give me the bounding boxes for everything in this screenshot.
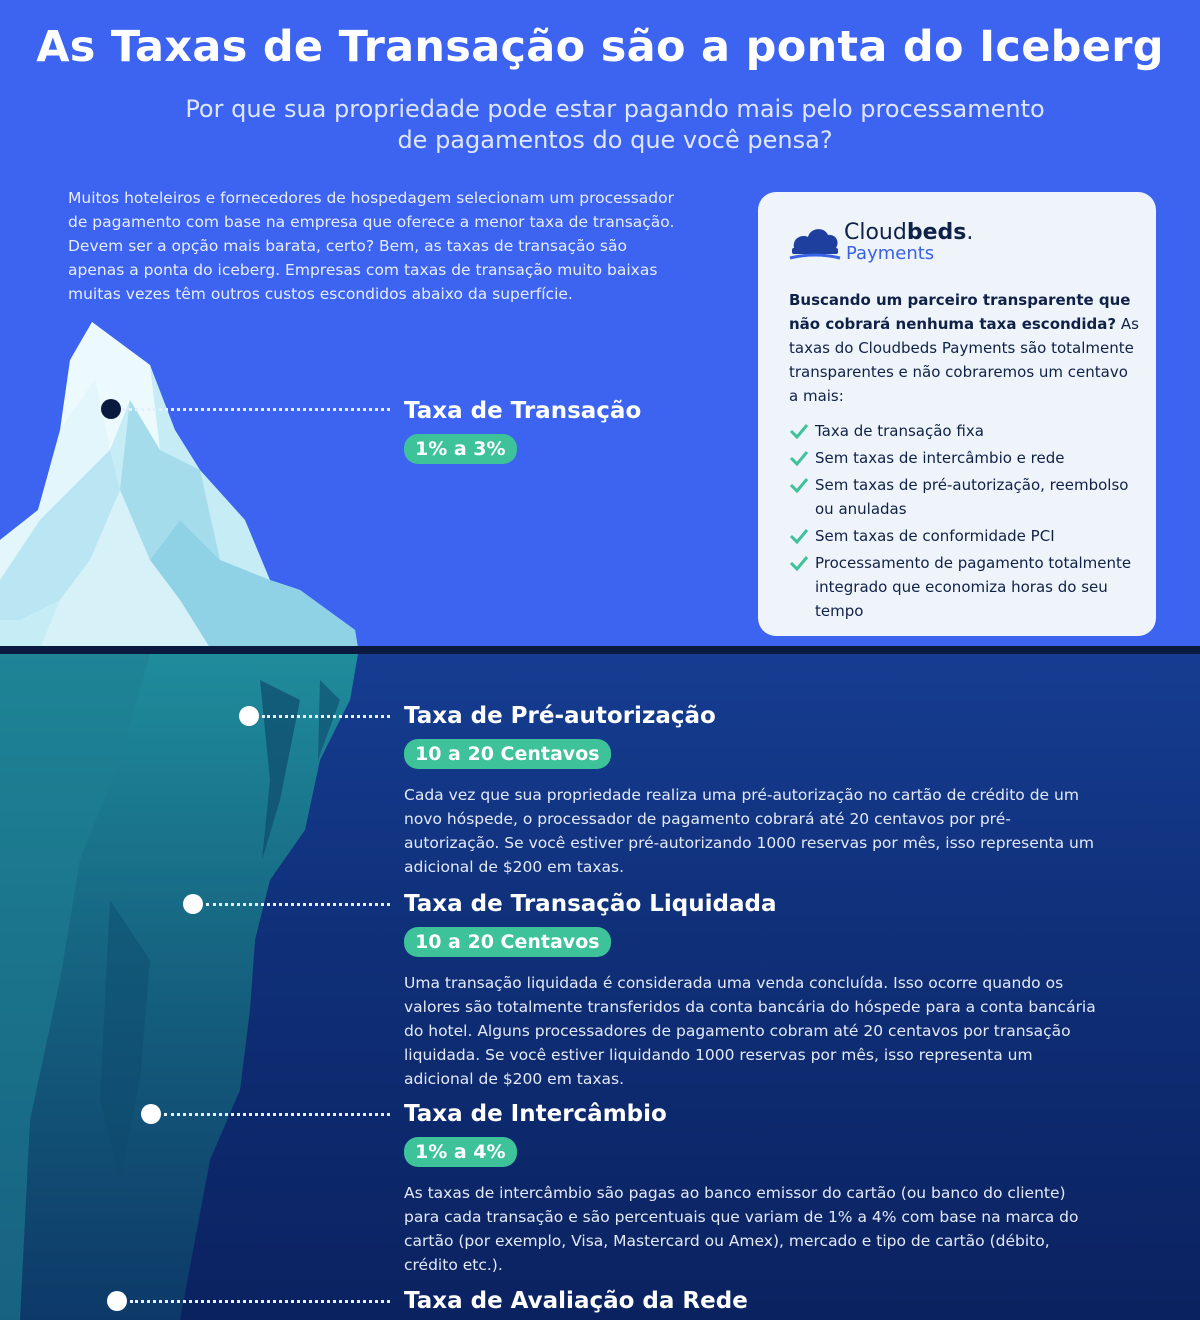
fee-badge: 10 a 20 Centavos	[404, 739, 611, 769]
card-statement: As taxas do Cloudbeds Payments são totalmente transparentes e não cobraremos um centavo a mais:	[789, 315, 1139, 405]
fee-title: Taxa de Intercâmbio	[404, 1101, 667, 1127]
fee-title: Taxa de Transação Liquidada	[404, 891, 777, 917]
list-item	[789, 551, 1141, 623]
cloud-bed-icon	[788, 222, 842, 264]
check-text: Sem taxas de pré-autorização, reembolso ou anuladas	[815, 476, 1129, 518]
logo-word-bold: beds	[906, 220, 967, 245]
subtitle-line-1: Por que sua propriedade pode estar pagando mais pelo processamento	[185, 95, 1045, 123]
dotted-connector	[164, 1113, 390, 1116]
logo-word-light: Cloud	[844, 220, 907, 245]
marker-dot	[239, 706, 259, 726]
fee-description: Cada vez que sua propriedade realiza uma pré-autorização no cartão de crédito de um novo hóspede, o processador de pagamento cobrará até 20 centavos por pré-autorização. Se você estiver pré-autorizando 1000 reservas por mês, isso representa um adicional de $200 em taxas.	[404, 786, 1094, 876]
intro-paragraph: Muitos hoteleiros e fornecedores de hospedagem selecionam um processador de pagamento com base na empresa que oferece a menor taxa de transação. Devem ser a opção mais barata, certo? Bem, as taxas de transação são apenas a ponta do iceberg. Empresas com taxas de transação muito baixas muitas vezes têm outros custos escondidos abaixo da superfície.	[68, 189, 675, 303]
fee-title: Taxa de Pré-autorização	[404, 703, 716, 729]
fee-interchange	[404, 1099, 1104, 1277]
fee-badge: 1% a 3%	[404, 434, 517, 464]
marker-dot	[101, 399, 121, 419]
check-text: Sem taxas de conformidade PCI	[815, 527, 1055, 545]
check-icon	[789, 554, 809, 572]
marker-dot	[141, 1104, 161, 1124]
check-text: Processamento de pagamento totalmente integrado que economiza horas do seu tempo	[815, 554, 1132, 620]
subtitle-line-2: de pagamentos do que você pensa?	[397, 126, 833, 154]
check-text: Sem taxas de intercâmbio e rede	[815, 449, 1065, 467]
fee-settled-transaction	[404, 889, 1104, 1091]
card-intro	[789, 288, 1141, 408]
logo-subtitle: Payments	[846, 243, 935, 264]
list-item	[789, 524, 1141, 548]
fee-badge: 10 a 20 Centavos	[404, 927, 611, 957]
cloudbeds-payments-logo	[788, 220, 1048, 270]
logo-wordmark	[844, 220, 973, 245]
fee-network-assessment	[404, 1286, 1104, 1316]
check-text: Taxa de transação fixa	[815, 422, 984, 440]
page-title: As Taxas de Transação são a ponta do Iceberg	[36, 22, 1164, 72]
page-subtitle	[80, 94, 1150, 156]
marker-dot	[107, 1291, 127, 1311]
fee-description: As taxas de intercâmbio são pagas ao banco emissor do cartão (ou banco do cliente) para cada transação e são percentuais que variam de 1% a 4% com base na marca do cartão (por exemplo, Visa, Mastercard ou Amex), mercado e tipo de cartão (débito, crédito etc.).	[404, 1184, 1079, 1274]
marker-dot	[183, 894, 203, 914]
dotted-connector	[262, 715, 390, 718]
check-icon	[789, 476, 809, 494]
fee-transaction	[404, 396, 1104, 464]
check-icon	[789, 527, 809, 545]
waterline	[0, 646, 1200, 654]
fee-title: Taxa de Avaliação da Rede	[404, 1288, 748, 1314]
fee-title: Taxa de Transação	[404, 398, 642, 424]
logo-mark: .	[966, 220, 974, 245]
fee-preauthorization	[404, 701, 1104, 879]
card-question: Buscando um parceiro transparente que não cobrará nenhuma taxa escondida?	[789, 291, 1131, 333]
dotted-connector	[130, 1300, 390, 1303]
fee-description: Uma transação liquidada é considerada uma venda concluída. Isso ocorre quando os valores são totalmente transferidos da conta bancária do hóspede para a conta bancária do hotel. Alguns processadores de pagamento cobram até 20 centavos por transação liquidada. Se você estiver liquidando 1000 reservas por mês, isso representa um adicional de $200 em taxas.	[404, 974, 1096, 1088]
fee-badge: 1% a 4%	[404, 1137, 517, 1167]
list-item	[789, 473, 1141, 521]
dotted-connector	[206, 903, 390, 906]
dotted-connector	[122, 408, 390, 411]
